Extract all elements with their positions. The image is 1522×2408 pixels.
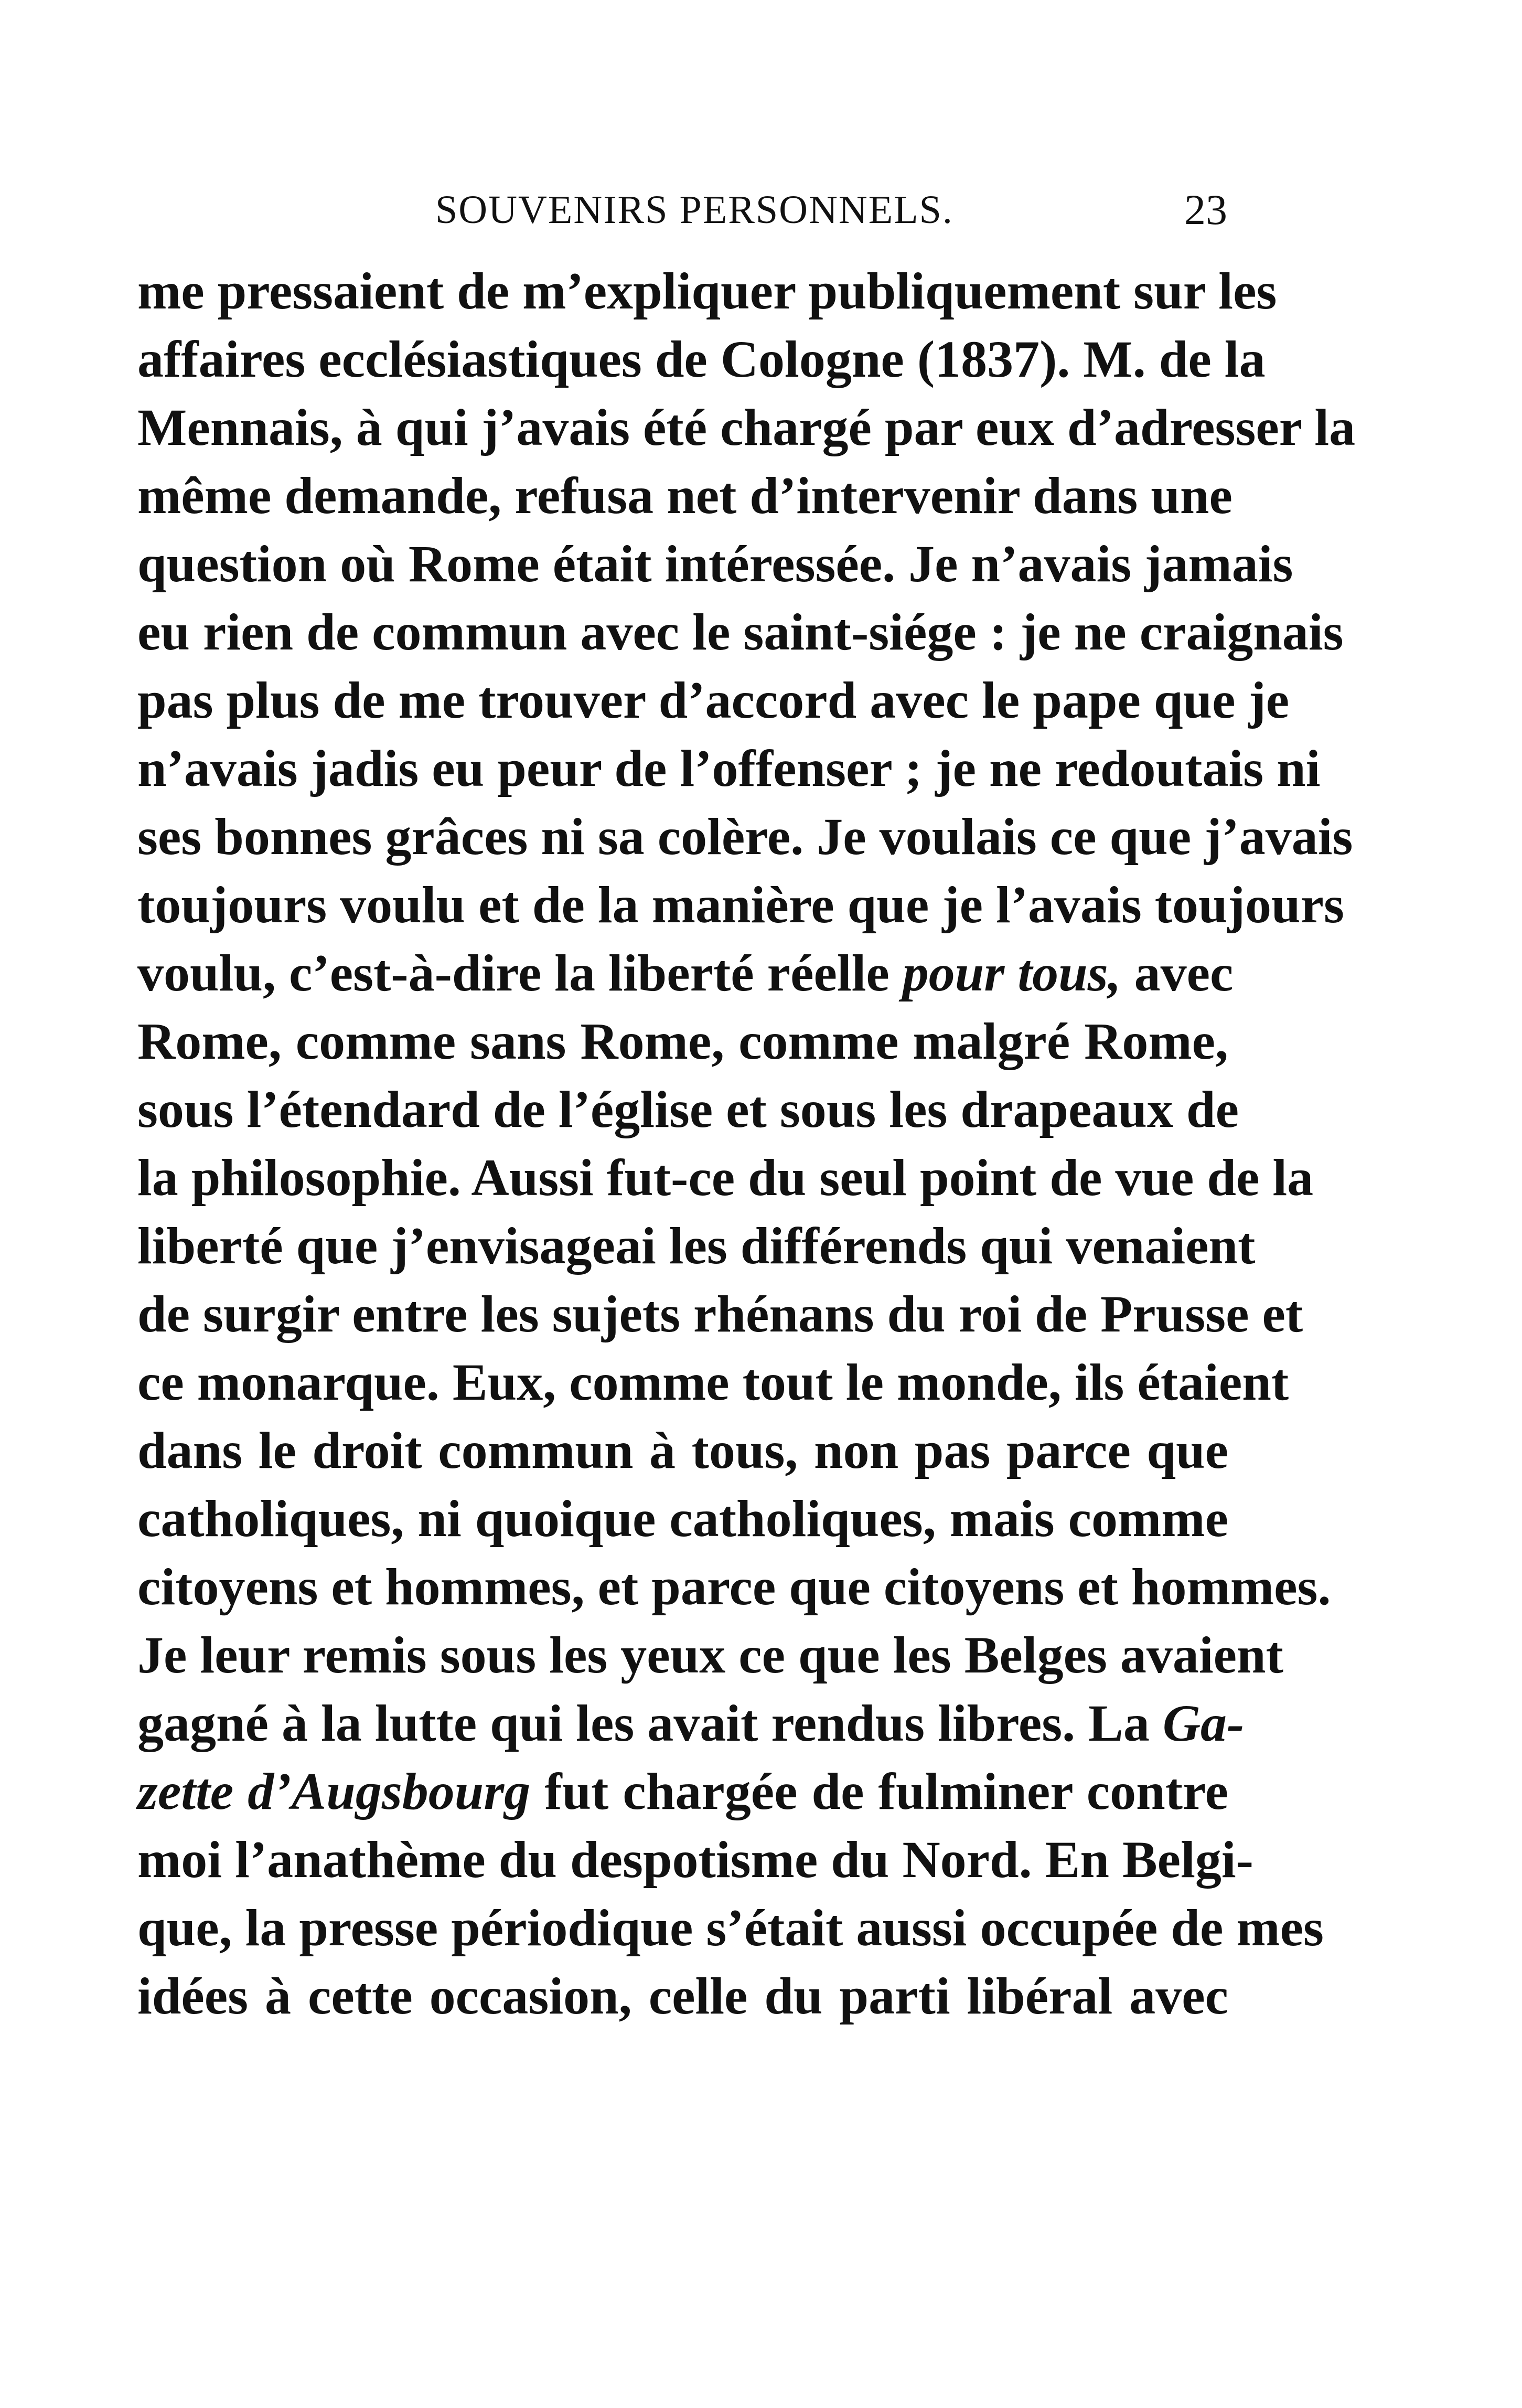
text-line: dans le droit commun à tous, non pas parce que	[137, 1421, 1228, 1479]
body-text	[137, 257, 1356, 2030]
text-line: ce monarque. Eux, comme tout le monde, ils étaient	[137, 1353, 1289, 1411]
running-head	[136, 181, 1227, 244]
text-line: pas plus de me trouver d’accord avec le pape que je	[137, 671, 1290, 729]
text-segment: gagné à la lutte qui les avait rendus libres. La	[137, 1694, 1150, 1752]
text-line: liberté que j’envisageai les différends qui venaient	[137, 1217, 1256, 1275]
text-line: même demande, refusa net d’intervenir dans une	[137, 466, 1232, 525]
text-line: citoyens et hommes, et parce que citoyens et hommes.	[137, 1558, 1331, 1616]
text-line: de surgir entre les sujets rhénans du roi de Prusse et	[137, 1285, 1303, 1343]
text-line-with-italic	[137, 1689, 1245, 1757]
italic-phrase: Ga-	[1162, 1694, 1245, 1752]
text-segment: fut chargée de fulminer contre	[544, 1762, 1228, 1820]
running-title: SOUVENIRS PERSONNELS.	[435, 188, 953, 232]
text-line: ses bonnes grâces ni sa colère. Je voulais ce que j’avais	[137, 807, 1353, 866]
text-line: catholiques, ni quoique catholiques, mais comme	[137, 1489, 1228, 1548]
text-line: sous l’étendard de l’église et sous les drapeaux de	[137, 1080, 1239, 1138]
text-line: affaires ecclésiastiques de Cologne (1837). M. de la	[137, 330, 1266, 388]
text-line: Rome, comme sans Rome, comme malgré Rome,	[137, 1012, 1228, 1070]
italic-phrase: pour tous,	[902, 944, 1121, 1002]
text-line: toujours voulu et de la manière que je l’avais toujours	[137, 876, 1344, 934]
text-line: Mennais, à qui j’avais été chargé par eux d’adresser la	[137, 398, 1356, 456]
text-line: question où Rome était intéressée. Je n’avais jamais	[137, 535, 1293, 593]
text-line-with-italic	[137, 939, 1234, 1007]
italic-phrase: zette d’Augsbourg	[137, 1762, 531, 1820]
text-line: la philosophie. Aussi fut-ce du seul point de vue de la	[137, 1148, 1314, 1207]
text-line: eu rien de commun avec le saint-siége : je ne craignais	[137, 603, 1344, 661]
text-line: idées à cette occasion, celle du parti libéral avec	[137, 1967, 1228, 2025]
text-line: Je leur remis sous les yeux ce que les Belges avaient	[137, 1626, 1283, 1684]
text-line-with-italic	[137, 1757, 1228, 1826]
text-line: n’avais jadis eu peur de l’offenser ; je ne redoutais ni	[137, 739, 1321, 797]
text-line: me pressaient de m’expliquer publiquement sur les	[137, 262, 1277, 320]
text-line: moi l’anathème du despotisme du Nord. En Belgi-	[137, 1830, 1253, 1889]
text-segment: avec	[1134, 944, 1234, 1002]
text-line: que, la presse périodique s’était aussi occupée de mes	[137, 1899, 1324, 1957]
text-segment: voulu, c’est-à-dire la liberté réelle	[137, 944, 889, 1002]
page-number: 23	[1184, 186, 1227, 233]
